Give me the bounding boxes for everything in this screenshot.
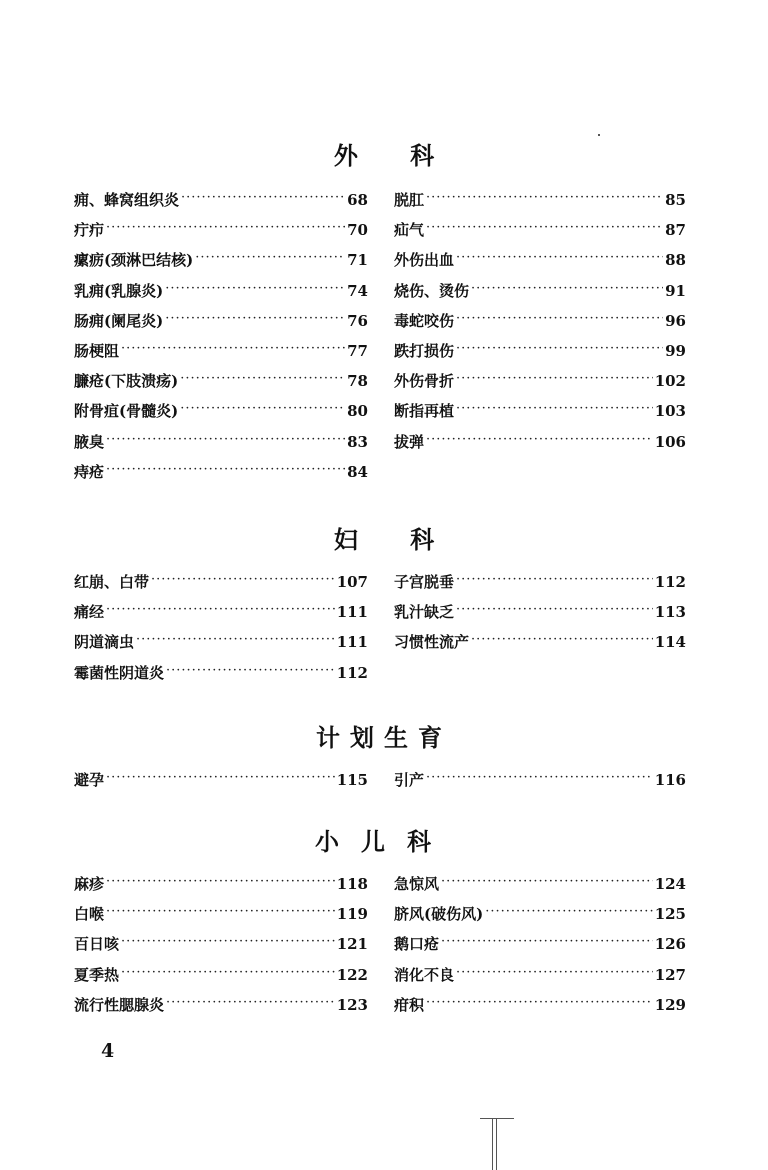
leader-dots — [456, 565, 653, 595]
leader-dots — [121, 927, 335, 957]
toc-entry[interactable] — [74, 990, 368, 1020]
entry-name: 麻疹 — [74, 875, 105, 893]
surgery-left-column — [74, 185, 368, 487]
entry-page: 106 — [654, 432, 686, 451]
entry-name: 消化不良 — [394, 965, 455, 984]
toc-entry[interactable] — [74, 869, 368, 899]
toc-entry[interactable] — [394, 990, 686, 1020]
toc-entry[interactable] — [74, 366, 368, 396]
leader-dots — [441, 927, 653, 957]
leader-dots — [106, 213, 345, 243]
entry-page: 129 — [654, 995, 686, 1014]
leader-dots — [165, 274, 345, 304]
leader-dots — [441, 867, 653, 897]
toc-entry[interactable] — [74, 765, 368, 795]
leader-dots — [471, 625, 653, 655]
entry-name: 腋臭 — [74, 432, 105, 451]
toc-entry[interactable] — [74, 960, 368, 990]
entry-name: 疔疖 — [74, 221, 105, 240]
toc-entry[interactable] — [74, 457, 368, 487]
leader-dots — [106, 763, 335, 793]
toc-entry[interactable] — [74, 185, 368, 215]
entry-name: 脐风(破伤风) — [394, 905, 484, 924]
entry-name: 拔弹 — [394, 432, 425, 451]
entry-page: 68 — [347, 191, 368, 209]
toc-entry[interactable] — [74, 396, 368, 426]
entry-page: 88 — [665, 251, 686, 270]
toc-entry[interactable] — [74, 899, 368, 929]
leader-dots — [456, 958, 653, 988]
entry-page: 70 — [347, 221, 368, 240]
scan-speck — [598, 134, 600, 136]
toc-entry[interactable] — [394, 427, 686, 457]
leader-dots — [426, 213, 663, 243]
entry-page: 124 — [654, 875, 686, 893]
entry-page: 71 — [347, 251, 368, 270]
leader-dots — [121, 958, 335, 988]
leader-dots — [456, 304, 663, 334]
entry-name: 外伤出血 — [394, 251, 455, 270]
leader-dots — [180, 364, 345, 394]
entry-name: 急惊风 — [394, 875, 440, 893]
entry-name: 乳汁缺乏 — [394, 603, 455, 622]
entry-name: 引产 — [394, 771, 425, 789]
entry-page: 78 — [347, 372, 368, 391]
entry-name: 痈、蜂窝组织炎 — [74, 191, 180, 209]
toc-entry[interactable] — [74, 427, 368, 457]
toc-entry[interactable] — [394, 929, 686, 959]
entry-page: 74 — [347, 281, 368, 300]
entry-page: 87 — [665, 221, 686, 240]
leader-dots — [136, 625, 335, 655]
entry-name: 痛经 — [74, 603, 105, 622]
entry-name: 痔疮 — [74, 462, 105, 481]
toc-entry[interactable] — [74, 597, 368, 627]
entry-name: 鹅口疮 — [394, 935, 440, 954]
entry-name: 白喉 — [74, 905, 105, 924]
toc-entry[interactable] — [394, 597, 686, 627]
toc-entry[interactable] — [394, 366, 686, 396]
toc-entry[interactable] — [74, 929, 368, 959]
toc-entry[interactable] — [394, 185, 686, 215]
toc-entry[interactable] — [74, 567, 368, 597]
entry-page: 85 — [665, 191, 686, 209]
gynecology-right-column — [394, 567, 686, 658]
toc-entry[interactable] — [394, 960, 686, 990]
entry-name: 毒蛇咬伤 — [394, 311, 455, 330]
entry-page: 114 — [654, 633, 686, 652]
toc-entry[interactable] — [74, 245, 368, 275]
entry-page: 80 — [347, 402, 368, 421]
entry-name: 夏季热 — [74, 965, 120, 984]
entry-page: 111 — [336, 603, 368, 622]
entry-page: 76 — [347, 311, 368, 330]
leader-dots — [106, 455, 345, 485]
leader-dots — [106, 595, 335, 625]
toc-entry[interactable] — [74, 627, 368, 657]
toc-entry[interactable] — [394, 215, 686, 245]
leader-dots — [456, 394, 653, 424]
toc-entry[interactable] — [394, 396, 686, 426]
entry-page: 111 — [336, 633, 368, 652]
entry-name: 脱肛 — [394, 191, 425, 209]
entry-name: 疝气 — [394, 221, 425, 240]
toc-entry[interactable] — [74, 215, 368, 245]
toc-entry[interactable] — [74, 336, 368, 366]
toc-entry[interactable] — [74, 658, 368, 688]
leader-dots — [426, 988, 653, 1018]
entry-name: 习惯性流产 — [394, 633, 470, 652]
scan-artifact — [496, 1118, 497, 1170]
pediatrics-right-column — [394, 869, 686, 1020]
leader-dots — [180, 394, 345, 424]
entry-page: 113 — [654, 603, 686, 622]
pediatrics-left-column — [74, 869, 368, 1020]
leader-dots — [106, 425, 345, 455]
leader-dots — [456, 595, 653, 625]
entry-name: 疳积 — [394, 995, 425, 1014]
toc-entry[interactable] — [74, 306, 368, 336]
entry-page: 118 — [336, 875, 368, 893]
family-planning-right-column — [394, 765, 686, 795]
entry-name: 烧伤、烫伤 — [394, 281, 470, 300]
leader-dots — [166, 988, 335, 1018]
entry-page: 96 — [665, 311, 686, 330]
entry-page: 119 — [336, 905, 368, 924]
toc-entry[interactable] — [394, 306, 686, 336]
leader-dots — [485, 897, 652, 927]
toc-entry[interactable] — [394, 567, 686, 597]
entry-page: 99 — [665, 341, 686, 360]
entry-page: 123 — [336, 995, 368, 1014]
leader-dots — [456, 364, 653, 394]
entry-name: 阴道滴虫 — [74, 633, 135, 652]
toc-entry[interactable] — [394, 765, 686, 795]
entry-name: 肠痈(阑尾炎) — [74, 311, 164, 330]
leader-dots — [456, 334, 663, 364]
leader-dots — [165, 304, 345, 334]
entry-name: 瘰疬(颈淋巴结核) — [74, 251, 194, 270]
toc-entry[interactable] — [394, 869, 686, 899]
leader-dots — [195, 243, 345, 273]
leader-dots — [181, 183, 345, 213]
entry-page: 83 — [347, 432, 368, 451]
scan-artifact — [480, 1118, 514, 1119]
entry-page: 102 — [654, 372, 686, 391]
entry-page: 115 — [336, 771, 368, 789]
entry-page: 112 — [654, 573, 686, 591]
surgery-right-column — [394, 185, 686, 457]
toc-entry[interactable] — [74, 276, 368, 306]
entry-name: 外伤骨折 — [394, 372, 455, 391]
entry-page: 107 — [336, 573, 368, 591]
gynecology-left-column — [74, 567, 368, 688]
entry-page: 91 — [665, 281, 686, 300]
toc-entry[interactable] — [394, 336, 686, 366]
entry-name: 臁疮(下肢溃疡) — [74, 372, 179, 391]
entry-name: 附骨疽(骨髓炎) — [74, 402, 179, 421]
toc-entry[interactable] — [394, 245, 686, 275]
entry-name: 避孕 — [74, 771, 105, 789]
entry-page: 122 — [336, 965, 368, 984]
section-title-pediatrics: 小儿科 — [315, 827, 453, 856]
entry-name: 流行性腮腺炎 — [74, 995, 165, 1014]
entry-name: 百日咳 — [74, 935, 120, 954]
entry-page: 127 — [654, 965, 686, 984]
leader-dots — [426, 763, 653, 793]
entry-name: 霉菌性阴道炎 — [74, 663, 165, 682]
entry-page: 84 — [347, 462, 368, 481]
entry-page: 112 — [336, 663, 368, 682]
leader-dots — [106, 867, 335, 897]
page-number: 4 — [101, 1040, 115, 1062]
family-planning-left-column — [74, 765, 368, 795]
leader-dots — [426, 425, 653, 455]
leader-dots — [456, 243, 663, 273]
toc-entry[interactable] — [394, 627, 686, 657]
entry-page: 126 — [654, 935, 686, 954]
leader-dots — [151, 565, 335, 595]
toc-entry[interactable] — [394, 276, 686, 306]
entry-page: 103 — [654, 402, 686, 421]
section-title-gynecology: 妇 科 — [333, 525, 435, 554]
entry-page: 121 — [336, 935, 368, 954]
entry-page: 77 — [347, 341, 368, 360]
leader-dots — [166, 656, 335, 686]
entry-name: 跌打损伤 — [394, 341, 455, 360]
section-title-family-planning: 计划生育 — [316, 723, 452, 752]
entry-name: 断指再植 — [394, 402, 455, 421]
leader-dots — [121, 334, 345, 364]
entry-name: 红崩、白带 — [74, 573, 150, 591]
entry-name: 肠梗阻 — [74, 341, 120, 360]
entry-name: 乳痈(乳腺炎) — [74, 281, 164, 300]
toc-entry[interactable] — [394, 899, 686, 929]
scan-artifact — [492, 1118, 493, 1170]
entry-page: 116 — [654, 771, 686, 789]
section-title-surgery: 外 科 — [333, 141, 435, 170]
entry-name: 子宫脱垂 — [394, 573, 455, 591]
leader-dots — [106, 897, 335, 927]
leader-dots — [471, 274, 663, 304]
leader-dots — [426, 183, 663, 213]
entry-page: 125 — [654, 905, 686, 924]
